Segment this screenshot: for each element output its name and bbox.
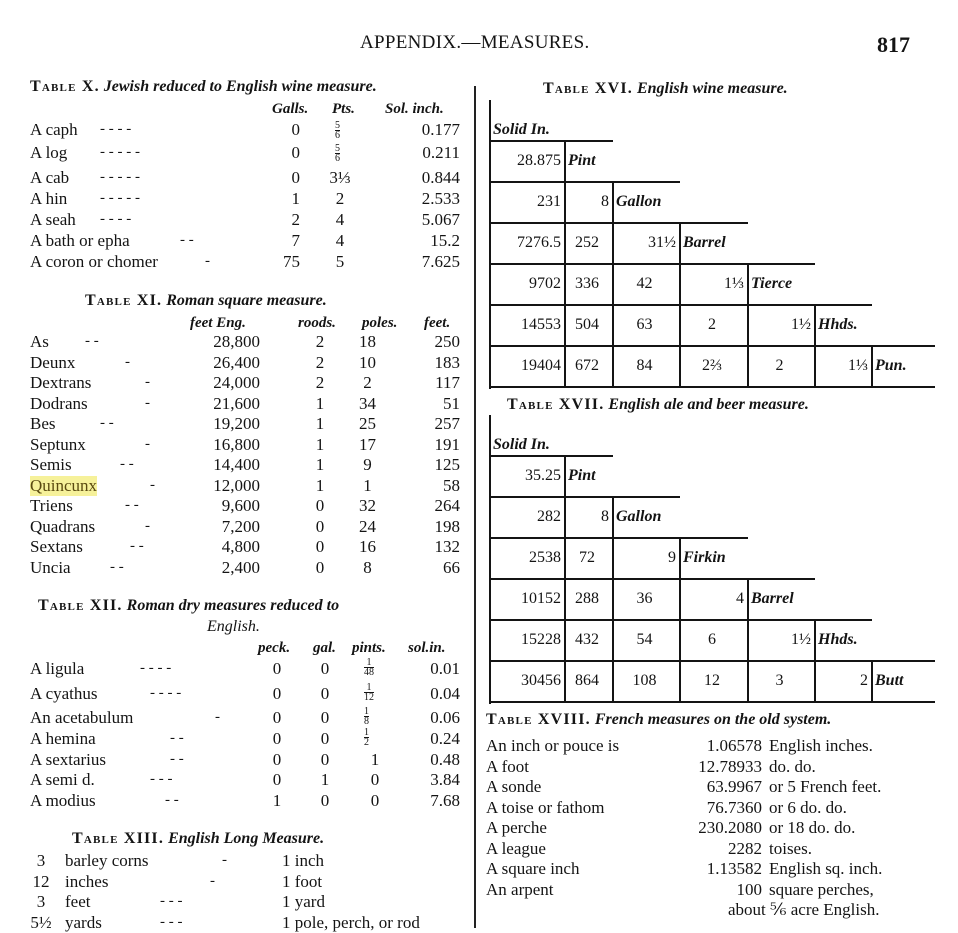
cell-value: 9 [668, 548, 676, 566]
solid-inch-value: 15.2 [430, 231, 460, 250]
cell-value: 252 [575, 233, 599, 251]
peck-value: 0 [272, 708, 282, 727]
feet-value: 125 [434, 455, 460, 474]
roods-value: 2 [315, 352, 325, 372]
cell-value: 6 [708, 630, 716, 648]
corner-label: Solid In. [493, 121, 550, 138]
leader-dots: - [205, 253, 210, 269]
fraction-numerator: 5 [335, 120, 340, 131]
row-label: A square inch [486, 859, 580, 878]
fraction-numerator: 5 [335, 143, 340, 154]
unit-heading: Pint [568, 151, 596, 169]
row-label: An arpent [486, 879, 554, 899]
table-caption: English Long Measure. [168, 830, 325, 847]
unit-label: feet [65, 892, 91, 911]
leader-dots: - - - - [150, 685, 182, 701]
sol-in-value: 7.68 [430, 791, 460, 810]
leader-dots: - - [110, 558, 124, 575]
leader-dots: - - - - [100, 121, 132, 137]
cell-value: 1½ [791, 315, 811, 333]
cell-value: 3 [775, 671, 784, 689]
quantity-value: 3 [36, 851, 46, 870]
row-label: A coron or chomer [30, 252, 158, 271]
cell-value: 15228 [521, 630, 561, 648]
unit-heading: Butt [875, 671, 904, 689]
gallon-value: 1 [320, 770, 330, 789]
leader-dots: - - [125, 497, 139, 513]
table-number: Table XVI. [543, 80, 633, 97]
pints-value: 2 [335, 189, 345, 208]
leader-dots: - - [170, 730, 184, 746]
table-number: Table XVII. [507, 396, 605, 413]
feet-english-value: 19,200 [213, 414, 260, 433]
fraction-numerator: 1 [364, 658, 374, 668]
unit-label: barley corns [65, 851, 149, 870]
cell-value: 864 [575, 671, 599, 689]
cell-value: 288 [575, 589, 599, 607]
roods-value: 1 [315, 414, 325, 433]
peck-value: 0 [272, 729, 282, 748]
leader-dots: - [210, 872, 215, 889]
peck-value: 0 [272, 684, 282, 703]
table-xviii-title [486, 711, 831, 729]
fraction-denominator: 8 [364, 716, 369, 727]
leader-dots: - - [180, 232, 194, 248]
feet-value: 264 [434, 496, 460, 515]
sol-in-value: 3.84 [430, 770, 460, 789]
column-header: Sol. inch. [385, 101, 444, 117]
poles-value: 18 [359, 332, 376, 351]
cell-value: 2 [775, 356, 784, 374]
page-number: 817 [877, 32, 910, 57]
running-header: APPENDIX.—MEASURES. [360, 32, 590, 53]
measure-note: about ⅚ acre English. [728, 900, 880, 919]
leader-dots: - - - [160, 913, 183, 930]
roods-value: 0 [315, 537, 325, 556]
leader-dots: - [215, 709, 220, 725]
row-label: A cab [30, 168, 70, 187]
cell-value: 36 [636, 589, 653, 607]
row-label: A cyathus [30, 684, 98, 703]
fraction-numerator: 1 [364, 727, 369, 738]
feet-value: 58 [443, 475, 460, 495]
measure-description: square perches, [769, 879, 874, 899]
column-header: peck. [258, 640, 291, 656]
feet-english-value: 24,000 [213, 373, 260, 392]
table-caption-continued: English. [207, 618, 260, 635]
sol-in-value: 0.48 [430, 750, 460, 769]
solid-inch-value: 0.844 [421, 168, 460, 187]
cell-value: 35.25 [525, 466, 561, 484]
roods-value: 0 [315, 557, 325, 577]
solid-inch-value: 0.211 [422, 143, 460, 162]
fraction-numerator: 1 [364, 683, 374, 693]
row-label: A perche [486, 818, 547, 837]
table-number: Table X. [30, 78, 100, 95]
measure-description: English sq. inch. [769, 859, 883, 878]
row-label: A sonde [486, 777, 542, 796]
gallons-value: 0 [291, 143, 300, 162]
column-header: roods. [298, 315, 336, 331]
row-label: Quadrans [30, 516, 96, 536]
column-header: feet. [424, 315, 451, 331]
row-label: A hin [30, 189, 68, 208]
cell-value: 9702 [529, 274, 561, 292]
equivalent-label: 1 foot [282, 871, 323, 891]
table-number: Table XVIII. [486, 711, 591, 728]
pints-value: 4 [335, 231, 345, 250]
unit-heading: Gallon [616, 192, 662, 210]
feet-value: 132 [434, 537, 460, 556]
table-caption: Jewish reduced to English wine measure. [103, 78, 377, 95]
sol-in-value: 0.04 [430, 684, 460, 703]
unit-label: yards [65, 912, 102, 932]
fraction-numerator: 1 [364, 706, 369, 717]
gallon-value: 0 [320, 659, 330, 678]
feet-value: 198 [434, 516, 460, 536]
measure-description: or 5 French feet. [769, 777, 882, 796]
equivalent-label: 1 yard [282, 892, 325, 911]
roods-value: 1 [315, 393, 325, 413]
leader-dots: - - [170, 751, 184, 767]
leader-dots: - - [85, 333, 99, 349]
peck-value: 0 [272, 770, 282, 789]
table-caption: English ale and beer measure. [608, 396, 809, 413]
feet-english-value: 4,800 [221, 537, 260, 556]
roods-value: 0 [315, 496, 325, 515]
gallons-value: 7 [291, 231, 300, 250]
row-label: Dodrans [30, 393, 88, 413]
solid-inch-value: 5.067 [421, 210, 460, 229]
fraction-denominator: 6 [335, 130, 340, 141]
solid-inch-value: 0.177 [421, 120, 460, 139]
feet-value: 51 [443, 393, 460, 413]
gallons-value: 0 [291, 168, 300, 187]
poles-value: 25 [359, 414, 376, 433]
column-header: Galls. [272, 101, 309, 117]
roods-value: 1 [315, 475, 325, 495]
feet-english-value: 2,400 [221, 557, 260, 577]
cell-value: 672 [575, 356, 599, 374]
table-caption: English wine measure. [636, 80, 788, 97]
table-caption: Roman dry measures reduced to [126, 597, 340, 614]
leader-dots: - - [120, 456, 134, 472]
row-label: Deunx [30, 352, 76, 372]
cell-value: 2538 [529, 548, 561, 566]
unit-label: inches [65, 871, 109, 891]
leader-dots: - [145, 435, 150, 452]
roods-value: 2 [315, 332, 325, 351]
row-label: Sextans [30, 537, 83, 556]
roods-value: 1 [315, 455, 325, 474]
feet-value: 66 [443, 557, 460, 577]
sol-in-value: 0.06 [430, 708, 460, 727]
cell-value: 8 [601, 507, 609, 525]
cell-value: 63 [636, 315, 653, 333]
pints-value: 0 [370, 791, 380, 810]
poles-value: 34 [359, 393, 376, 413]
row-label: A ligula [30, 659, 85, 678]
column-header: pints. [352, 640, 386, 656]
row-label: As [30, 332, 49, 351]
measure-value: 2282 [728, 838, 762, 858]
gallons-value: 2 [291, 210, 300, 229]
table-caption: French measures on the old system. [594, 711, 832, 728]
pints-value: 0 [370, 770, 380, 789]
leader-dots: - - - - [140, 660, 172, 676]
gallons-value: 75 [283, 252, 300, 271]
leader-dots: - [150, 476, 155, 493]
column-header: poles. [362, 315, 398, 331]
feet-value: 250 [434, 332, 460, 351]
unit-heading: Firkin [683, 548, 726, 566]
measure-value: 100 [736, 879, 762, 899]
cell-value: 231 [537, 192, 561, 210]
measure-value: 230.2080 [698, 818, 762, 837]
row-label: A bath or epha [30, 231, 130, 250]
feet-english-value: 21,600 [213, 393, 260, 413]
row-label: A foot [486, 756, 529, 776]
feet-value: 183 [434, 352, 460, 372]
poles-value: 8 [363, 557, 372, 577]
feet-english-value: 9,600 [221, 496, 260, 515]
cell-value: 12 [704, 671, 720, 689]
corner-label: Solid In. [493, 436, 550, 453]
quantity-value: 5½ [30, 912, 52, 932]
leader-dots: - [125, 353, 130, 370]
peck-value: 0 [272, 750, 282, 769]
fraction-denominator: 6 [335, 153, 340, 164]
row-label: A caph [30, 120, 78, 139]
cell-value: 282 [537, 507, 561, 525]
measure-value: 76.7360 [706, 797, 762, 817]
table-number: Table XI. [85, 292, 163, 309]
table-number: Table XIII. [72, 830, 165, 847]
measure-value: 1.06578 [706, 736, 762, 755]
feet-value: 117 [435, 373, 460, 392]
gallons-value: 0 [291, 120, 300, 139]
cell-value: 72 [579, 548, 595, 566]
measure-description: do. do. [769, 756, 816, 776]
cell-value: 28.875 [517, 151, 561, 169]
leader-dots: - - [165, 792, 179, 808]
row-label: A toise or fathom [486, 797, 605, 817]
sol-in-value: 0.01 [430, 659, 460, 678]
poles-value: 2 [363, 373, 372, 392]
leader-dots: - [222, 852, 227, 868]
row-label: An inch or pouce is [486, 736, 620, 755]
measure-description: English inches. [769, 736, 873, 755]
equivalent-label: 1 pole, perch, or rod [282, 912, 420, 932]
gallons-value: 1 [291, 189, 300, 208]
leader-dots: - - - - - [100, 144, 140, 160]
column-header: Pts. [332, 101, 355, 117]
gallon-value: 0 [320, 791, 330, 810]
cell-value: 2⅔ [702, 356, 722, 374]
cell-value: 504 [575, 315, 599, 333]
fraction-denominator: 2 [364, 737, 369, 748]
poles-value: 10 [359, 352, 376, 372]
leader-dots: - - [100, 415, 114, 431]
leader-dots: - - - [150, 771, 173, 787]
row-label: A modius [30, 791, 96, 810]
peck-value: 0 [272, 659, 282, 678]
cell-value: 7276.5 [517, 233, 561, 251]
cell-value: 432 [575, 630, 599, 648]
cell-value: 84 [636, 356, 653, 374]
table-number: Table XII. [38, 597, 123, 614]
row-label: Septunx [30, 434, 86, 454]
poles-value: 9 [363, 455, 372, 474]
measure-value: 12.78933 [698, 756, 762, 776]
pints-value: 4 [335, 210, 345, 229]
row-label: A log [30, 143, 68, 162]
row-label: An acetabulum [30, 708, 134, 727]
row-label: Semis [30, 455, 72, 474]
quantity-value: 3 [36, 892, 46, 911]
column-header: gal. [313, 640, 336, 656]
poles-value: 1 [363, 475, 372, 495]
poles-value: 17 [359, 434, 376, 454]
equivalent-label: 1 inch [282, 851, 325, 870]
pints-value: 5 [335, 252, 345, 271]
row-label: A hemina [30, 729, 96, 748]
solid-inch-value: 2.533 [421, 189, 460, 208]
gallon-value: 0 [320, 684, 330, 703]
row-label: Uncia [30, 557, 71, 577]
measure-value: 1.13582 [706, 859, 762, 878]
solid-inch-value: 7.625 [421, 252, 460, 271]
poles-value: 24 [359, 516, 376, 536]
cell-value: 2 [708, 315, 716, 333]
cell-value: 31½ [648, 233, 676, 251]
quantity-value: 12 [32, 871, 50, 891]
roods-value: 2 [315, 373, 325, 392]
cell-value: 42 [636, 274, 653, 292]
unit-heading: Hhds. [818, 630, 858, 648]
poles-value: 32 [359, 496, 376, 515]
leader-dots: - [145, 394, 150, 411]
peck-value: 1 [272, 791, 282, 810]
row-label: Quincunx [30, 475, 98, 495]
column-header: feet Eng. [190, 315, 246, 331]
feet-english-value: 16,800 [213, 434, 260, 454]
measure-value: 63.9967 [706, 777, 762, 796]
cell-value: 14553 [521, 315, 561, 333]
pints-value: 3⅓ [329, 168, 351, 187]
cell-value: 10152 [521, 589, 561, 607]
row-label: A seah [30, 210, 76, 229]
leader-dots: - - - - - [100, 169, 140, 185]
feet-english-value: 14,400 [213, 455, 260, 474]
unit-heading: Barrel [683, 233, 726, 251]
unit-heading: Gallon [616, 507, 662, 525]
cell-value: 336 [575, 274, 599, 292]
unit-heading: Tierce [751, 274, 793, 292]
leader-dots: - - - [160, 893, 183, 909]
row-label: A sextarius [30, 750, 107, 769]
cell-value: 1⅓ [724, 274, 744, 292]
row-label: Triens [30, 496, 73, 515]
roods-value: 1 [315, 434, 325, 454]
unit-heading: Pint [568, 466, 596, 484]
cell-value: 108 [632, 671, 657, 689]
gallon-value: 0 [320, 708, 330, 727]
feet-value: 191 [434, 434, 460, 454]
fraction-denominator: 12 [364, 692, 374, 703]
row-label: Dextrans [30, 373, 92, 392]
row-label: A semi d. [30, 770, 95, 789]
unit-heading: Pun. [875, 356, 907, 374]
leader-dots: - - - - - [100, 190, 140, 206]
feet-english-value: 26,400 [213, 352, 260, 372]
cell-value: 1⅓ [848, 356, 868, 374]
cell-value: 30456 [521, 671, 561, 689]
unit-heading: Hhds. [818, 315, 858, 333]
cell-value: 2 [860, 671, 868, 689]
feet-english-value: 7,200 [221, 516, 260, 536]
pints-value: 1 [370, 750, 380, 769]
table-caption: Roman square measure. [166, 292, 327, 309]
leader-dots: - - [130, 538, 144, 554]
measure-description: or 6 do. do. [769, 797, 847, 817]
sol-in-value: 0.24 [430, 729, 460, 748]
feet-english-value: 12,000 [213, 475, 260, 495]
fraction-denominator: 48 [364, 667, 374, 678]
measure-description: or 18 do. do. [769, 818, 856, 837]
cell-value: 4 [736, 589, 744, 607]
row-label: A league [486, 838, 546, 858]
poles-value: 16 [359, 537, 376, 556]
column-header: sol.in. [408, 640, 446, 656]
cell-value: 54 [636, 630, 653, 648]
gallon-value: 0 [320, 729, 330, 748]
gallon-value: 0 [320, 750, 330, 769]
row-label: Bes [30, 414, 56, 433]
cell-value: 8 [601, 192, 609, 210]
roods-value: 0 [315, 516, 325, 536]
cell-value: 19404 [521, 356, 561, 374]
unit-heading: Barrel [751, 589, 794, 607]
leader-dots: - - - - [100, 211, 132, 227]
feet-english-value: 28,800 [213, 332, 260, 351]
leader-dots: - [145, 374, 150, 390]
feet-value: 257 [434, 414, 460, 433]
measure-description: toises. [769, 838, 812, 858]
leader-dots: - [145, 517, 150, 534]
cell-value: 1½ [791, 630, 811, 648]
